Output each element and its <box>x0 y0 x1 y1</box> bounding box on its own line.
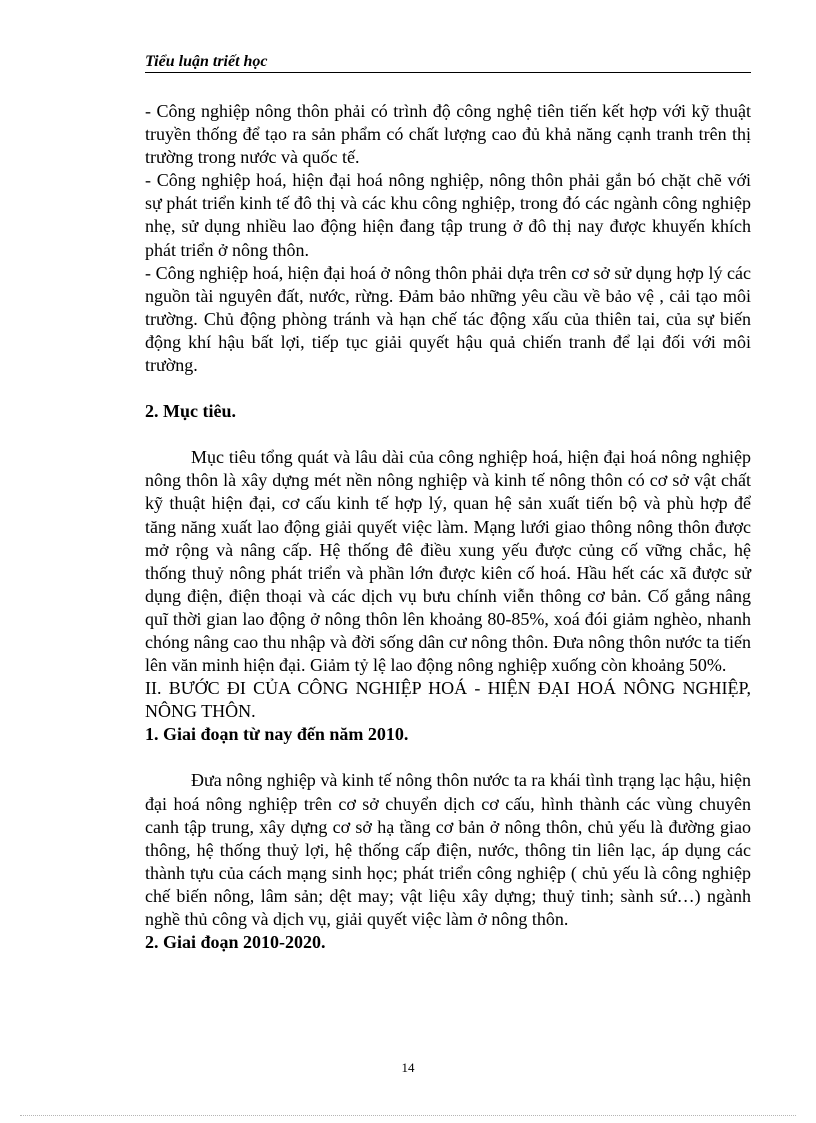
spacer <box>145 746 751 769</box>
heading-buoc-di: II. BƯỚC ĐI CỦA CÔNG NGHIỆP HOÁ - HIỆN ĐẠI HOÁ NÔNG NGHIỆP, NÔNG THÔN. <box>145 678 751 722</box>
bullet-paragraph-2: - Công nghiệp hoá, hiện đại hoá nông nghiệp, nông thôn phải gắn bó chặt chẽ với sự phát triển kinh tế đô thị và các khu công nghiệp, trong đó các ngành công nghiệp nhẹ, sử dụng nhiều lao động hiện đang tập trung ở đô thị nay được khuyến khích phát triển ở nông thôn. <box>145 170 751 260</box>
paragraph-muc-tieu: Mục tiêu tổng quát và lâu dài của công nghiệp hoá, hiện đại hoá nông nghiệp nông thôn là xây dựng mét nền nông nghiệp và kinh tế nông thôn có cơ sở vật chất kỹ thuật hiện đại, cơ cấu kinh tế hợp lý, quan hệ sản xuất tiến bộ và phù hợp để tăng năng xuất lao động giải quyết việc làm. Mạng lưới giao thông nông thôn được mở rộng và nâng cấp. Hệ thống đê điều xung yếu được củng cố vững chắc, hệ thống thuỷ nông phát triển và phần lớn được kiên cố hoá. Hầu hết các xã được sử dụng điện, điện thoại và các dịch vụ bưu chính viễn thông cơ bản. Cố gắng nâng quĩ thời gian lao động ở nông thôn lên khoảng 80-85%, xoá đói giảm nghèo, nhanh chóng nâng cao thu nhập và đời sống dân cư nông thôn. Đưa nông thôn nước ta tiến lên văn minh hiện đại. Giảm tỷ lệ lao động nông nghiệp xuống còn khoảng 50%. <box>145 447 751 676</box>
header-title: Tiểu luận triết học <box>145 53 268 70</box>
heading-giai-doan-1: 1. Giai đoạn từ nay đến năm 2010. <box>145 724 409 745</box>
bullet-paragraph-1: - Công nghiệp nông thôn phải có trình độ công nghệ tiên tiến kết hợp với kỹ thuật truyền thống để tạo ra sản phẩm có chất lượng cao đủ khả năng cạnh tranh trên thị trường trong nước và quốc tế. <box>145 101 751 168</box>
heading-giai-doan-2: 2. Giai đoạn 2010-2020. <box>145 932 326 953</box>
heading-muc-tieu: 2. Mục tiêu. <box>145 401 236 422</box>
page-bottom-dotted-rule <box>20 1115 796 1116</box>
document-body <box>145 100 751 954</box>
running-header <box>145 50 751 73</box>
paragraph-giai-doan-1: Đưa nông nghiệp và kinh tế nông thôn nước ta ra khái tình trạng lạc hậu, hiện đại hoá nông nghiệp trên cơ sở chuyển dịch cơ cấu, hình thành các vùng chuyên canh tập trung, xây dựng cơ sở hạ tầng cơ bản ở nông thôn, chủ yếu là đường giao thông, hệ thống thuỷ lợi, hệ thống cấp điện, nước, thông tin liên lạc, áp dụng các thành tựu của cách mạng sinh học; phát triển công nghiệp ( chủ yếu là công nghiệp chế biến nông, lâm sản; dệt may; vật liệu xây dựng; thuỷ tinh; sành sứ…) ngành nghề thủ công và dịch vụ, giải quyết việc làm ở nông thôn. <box>145 770 751 929</box>
bullet-paragraph-3: - Công nghiệp hoá, hiện đại hoá ở nông thôn phải dựa trên cơ sở sử dụng hợp lý các nguồn tài nguyên đất, nước, rừng. Đảm bảo những yêu cầu về bảo vệ , cải tạo môi trường. Chủ động phòng tránh và hạn chế tác động xấu của thiên tai, của sự biến động khí hậu bất lợi, tiếp tục giải quyết hậu quả chiến tranh để lại đối với môi trường. <box>145 262 751 376</box>
spacer <box>145 423 751 446</box>
page-number: 14 <box>401 1060 415 1075</box>
spacer <box>145 377 751 400</box>
